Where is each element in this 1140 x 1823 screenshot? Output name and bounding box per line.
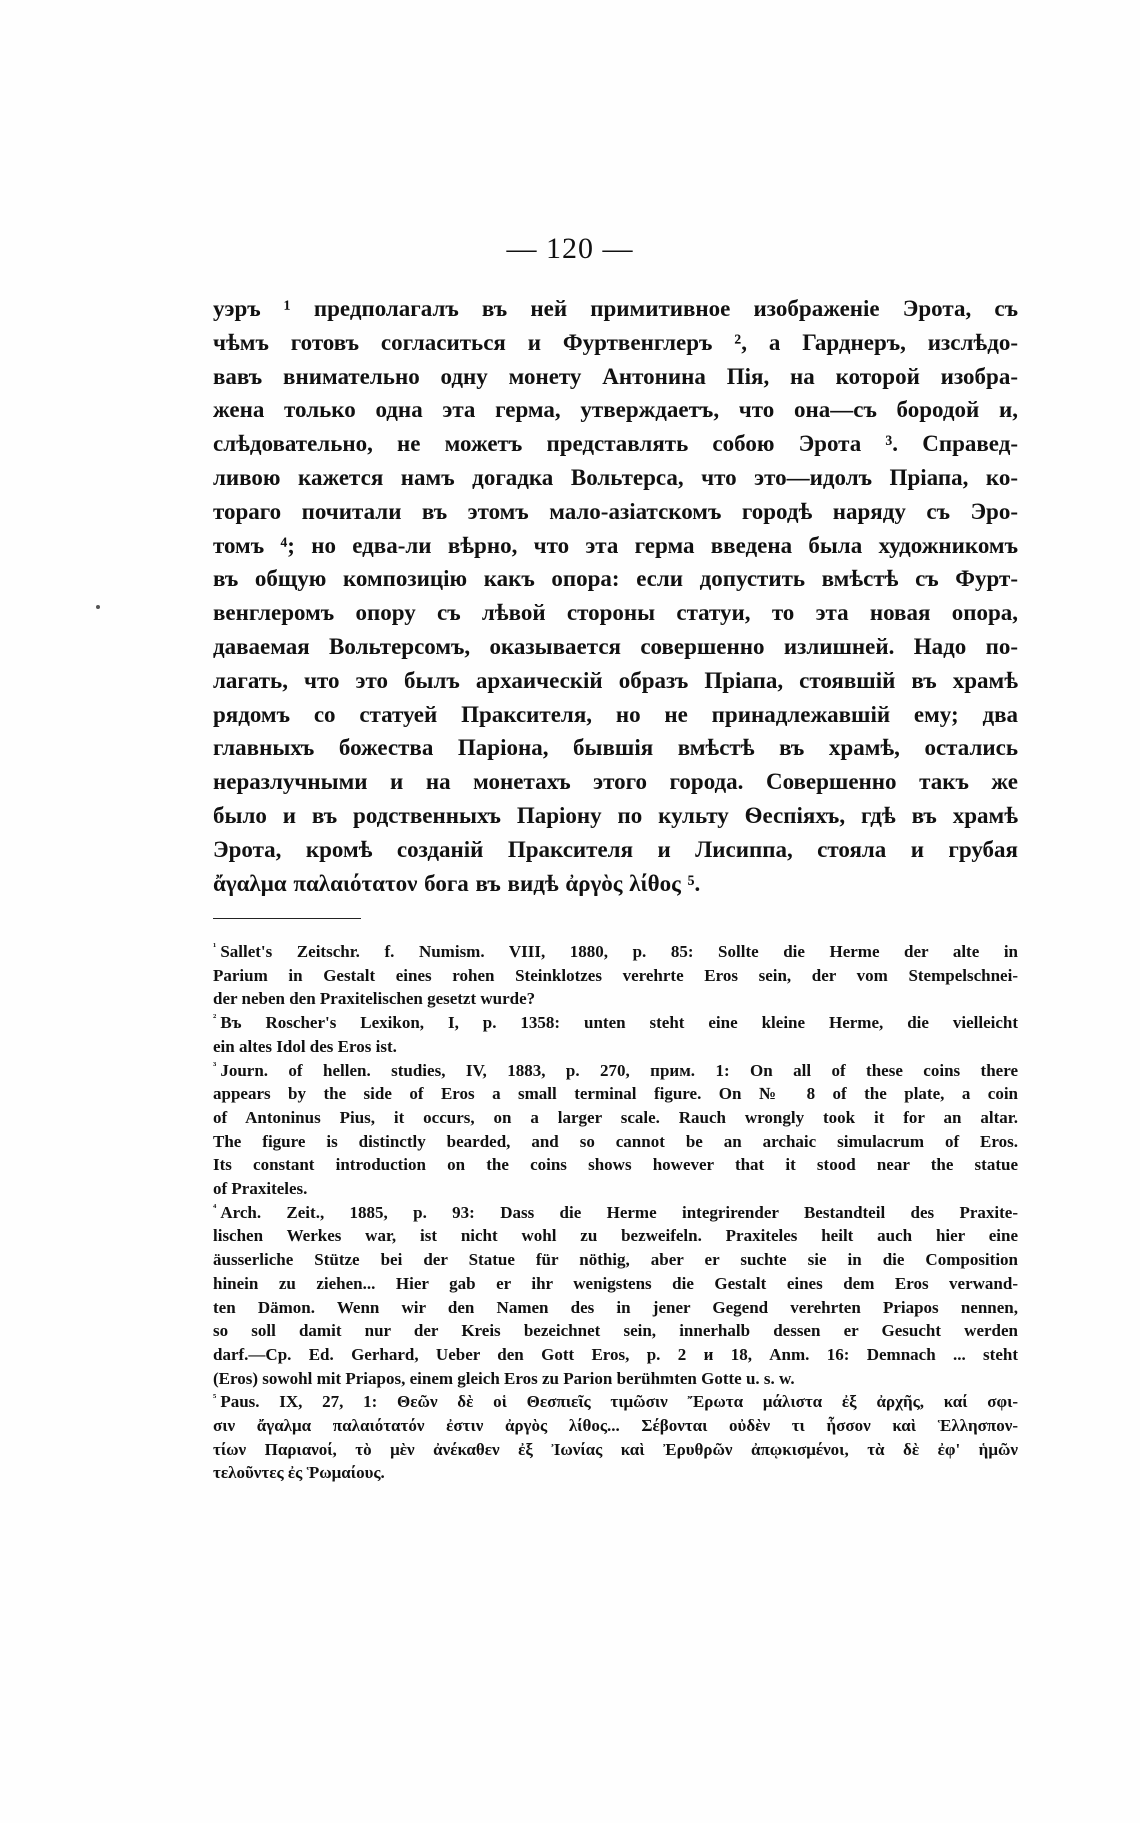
footnote-mark: ⁴ bbox=[213, 1202, 217, 1215]
footnote-1 bbox=[213, 940, 1018, 1011]
footnote-mark: ² bbox=[213, 1012, 217, 1025]
footnote-text: Arch. Zeit., 1885, p. 93: Dass die Herme integrirender Bestandteil des Praxite- bbox=[220, 1202, 1018, 1222]
text-line: вавъ внимательно одну монету Антонина Пія, на которой изобра- bbox=[213, 363, 1018, 389]
margin-speck bbox=[96, 605, 100, 609]
text-line: главныхъ божества Паріона, бывшія вмѣстѣ въ храмѣ, остались bbox=[213, 735, 1018, 761]
footnote-line bbox=[213, 1201, 1018, 1225]
footnote-line bbox=[213, 1011, 1018, 1035]
footnote-line: of Antoninus Pius, it occurs, on a larger scale. Rauch wrongly took it for an altar. bbox=[213, 1107, 1018, 1127]
text-line: даваемая Вольтерсомъ, оказывается совершенно излишней. Надо по- bbox=[213, 633, 1018, 659]
text-line: жена только одна эта герма, утверждаетъ, что она—съ бородой и, bbox=[213, 397, 1018, 423]
text-line: неразлучными и на монетахъ этого города. Совершенно такъ же bbox=[213, 769, 1018, 795]
text-line: Эрота, кромѣ созданій Праксителя и Лисиппа, стояла и грубая bbox=[213, 836, 1018, 862]
text-line: уэръ ¹ предполагалъ въ ней примитивное изображеніе Эрота, съ bbox=[213, 296, 1018, 321]
footnote-mark: ⁵ bbox=[213, 1391, 217, 1404]
footnote-line: der neben den Praxitelischen gesetzt wurde? bbox=[213, 989, 536, 1009]
text-line: томъ ⁴; но едва-ли вѣрно, что эта герма введена была художникомъ bbox=[213, 532, 1018, 558]
footnote-text: Sallet's Zeitschr. f. Numism. VIII, 1880, p. 85: Sollte die Herme der alte in bbox=[220, 942, 1018, 961]
text-line: въ общую композицію какъ опора: если допустить вмѣстѣ съ Фурт- bbox=[213, 566, 1018, 592]
footnote-line: ein altes Idol des Eros ist. bbox=[213, 1036, 397, 1056]
footnote-line: The figure is distinctly bearded, and so cannot be an archaic simulacrum of Eros. bbox=[213, 1131, 1018, 1151]
footnote-4 bbox=[213, 1201, 1018, 1391]
footnote-line: ten Dämon. Wenn wir den Namen des in jener Gegend verehrten Priapos nennen, bbox=[213, 1297, 1018, 1317]
text-line: венглеромъ опору съ лѣвой стороны статуи, то эта новая опора, bbox=[213, 600, 1018, 626]
page-number: — 120 — bbox=[506, 232, 634, 265]
footnote-line: darf.—Cp. Ed. Gerhard, Ueber den Gott Eros, p. 2 и 18, Anm. 16: Demnach ... steht bbox=[213, 1344, 1018, 1364]
footnote-line: (Eros) sowohl mit Priapos, einem gleich Eros zu Parion berühmten Gotte u. s. w. bbox=[213, 1368, 795, 1388]
footnote-line: appears by the side of Eros a small terminal figure. On № 8 of the plate, a coin bbox=[213, 1084, 1018, 1104]
footnote-separator bbox=[213, 918, 361, 919]
footnote-mark: ³ bbox=[213, 1059, 217, 1072]
footnote-line: τίων Παριανοί, τὸ μὲν ἀνέκαθεν ἐξ Ἰωνίας καὶ Ἐρυθρῶν ἀπῳκισμένοι, τὰ δὲ ἐφ' ἡμῶν bbox=[213, 1439, 1018, 1459]
footnote-line: so soll damit nur der Kreis bezeichnet sein, innerhalb dessen er Gesucht werden bbox=[213, 1321, 1018, 1341]
main-text bbox=[213, 292, 1018, 900]
text-line: ливою кажется намъ догадка Вольтерса, что это—идолъ Пріапа, ко- bbox=[213, 464, 1018, 490]
footnote-mark: ¹ bbox=[213, 941, 217, 954]
footnote-text: Въ Roscher's Lexikon, I, p. 1358: unten steht eine kleine Herme, die vielleicht bbox=[220, 1013, 1018, 1033]
text-line: чѣмъ готовъ согласиться и Фуртвенглеръ ², а Гарднеръ, изслѣдо- bbox=[213, 329, 1018, 355]
footnote-2 bbox=[213, 1011, 1018, 1058]
footnote-3 bbox=[213, 1059, 1018, 1201]
footnote-line: τελοῦντες ἐς Ῥωμαίους. bbox=[213, 1463, 385, 1483]
footnote-line: Its constant introduction on the coins shows however that it stood near the statue bbox=[213, 1155, 1018, 1175]
text-line: лагать, что это былъ архаическій образъ Пріапа, стоявшій въ храмѣ bbox=[213, 667, 1018, 693]
text-line: ἄγαλμα παλαιότατον бога въ видѣ ἀργὸς λίθος ⁵. bbox=[213, 870, 701, 896]
footnote-line: σιν ἄγαλμα παλαιότατόν ἐστιν ἀργὸς λίθος... Σέβονται οὐδὲν τι ἧσσον καὶ Ἑλλησπον- bbox=[213, 1416, 1018, 1436]
footnote-text: Journ. of hellen. studies, IV, 1883, p. 270, прим. 1: On all of these coins there bbox=[220, 1060, 1018, 1080]
text-line: было и въ родственныхъ Паріону по культу Ѳеспіяхъ, гдѣ въ храмѣ bbox=[213, 802, 1018, 828]
footnote-line: lischen Werkes war, ist nicht wohl zu bezweifeln. Praxiteles heilt auch hier eine bbox=[213, 1226, 1018, 1246]
text-line: тораго почитали въ этомъ мало-азіатскомъ городѣ наряду съ Эро- bbox=[213, 498, 1018, 524]
footnote-line: Parium in Gestalt eines rohen Steinklotzes verehrte Eros sein, der vom Stempelschnei- bbox=[213, 965, 1018, 985]
text-line: рядомъ со статуей Праксителя, но не принадлежавшій ему; два bbox=[213, 701, 1018, 727]
footnotes bbox=[213, 940, 1018, 1485]
footnote-text: Paus. IX, 27, 1: Θεῶν δὲ οἱ Θεσπιεῖς τιμῶσιν Ἔρωτα μάλιστα ἐξ ἀρχῆς, καί σφι- bbox=[220, 1392, 1018, 1412]
footnote-line bbox=[213, 1390, 1018, 1414]
footnote-line: hinein zu ziehen... Hier gab er ihr wenigstens die Gestalt eines dem Eros verwand- bbox=[213, 1273, 1018, 1293]
footnote-line: of Praxiteles. bbox=[213, 1179, 308, 1199]
footnote-line bbox=[213, 1059, 1018, 1083]
footnote-line: äusserliche Stütze bei der Statue für nöthig, aber er suchte sie in die Composition bbox=[213, 1250, 1018, 1270]
footnote-5 bbox=[213, 1390, 1018, 1485]
footnote-line bbox=[213, 940, 1018, 964]
text-line: слѣдовательно, не можетъ представлять собою Эрота ³. Справед- bbox=[213, 431, 1018, 457]
